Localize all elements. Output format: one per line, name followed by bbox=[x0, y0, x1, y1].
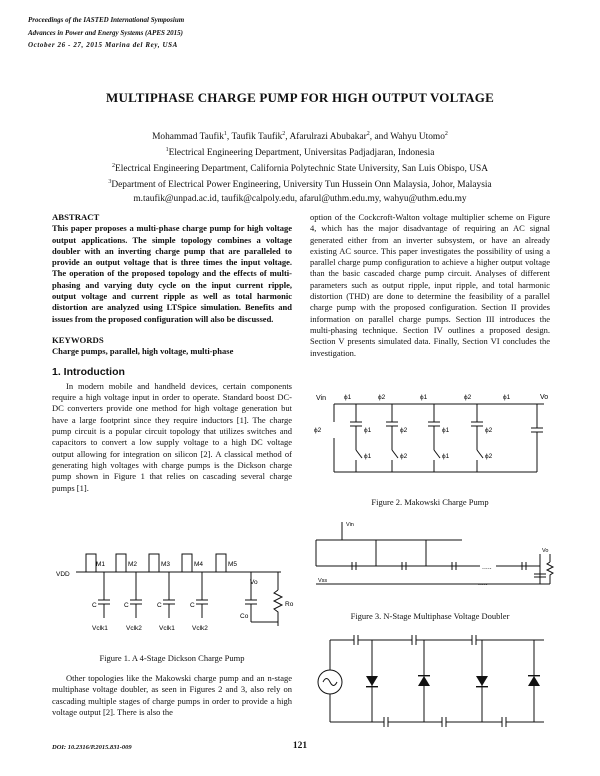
header-line-2: Advances in Power and Energy Systems (APES 2015) bbox=[28, 28, 183, 37]
right-column-paragraph: option of the Cockcroft-Walton voltage multiplier scheme on Figure 4, which has the major disadvantage of requiring an AC signal generated either from an inverter subsystem, or have an already existing AC source. This paper investigates the possibility of using a parallel charge pump configuration to achieve a higher output voltage than the basic cascaded charge pump circuit. Analyses of different parameters such as output ripple, input ripple, and total harmonic distortion (THD) are done to determine the feasibility of a parallel charge pump with the proposed configuration. Section II provides information on parallel charge pumps. Section III introduces the multi-phasing technique. Section IV outlines a proposed design. Section V presents simulated data. Finally, Section VI concludes the investigation. bbox=[310, 212, 550, 358]
fig3-label-vin: Vin bbox=[346, 522, 354, 528]
fig1-label-m3: M3 bbox=[161, 561, 171, 568]
fig1-label-m2: M2 bbox=[128, 561, 138, 568]
affiliation-2: $^2$Electrical Engineering Department, California Polytechnic State University, San Luis Obispo, USA bbox=[111, 163, 488, 175]
author-name: Wahyu Utomo bbox=[390, 132, 445, 143]
fig3-label-vo: Vo bbox=[542, 548, 549, 554]
author-names: Mohammad Taufik$^1$, Taufik Taufik$^2$, Afarulrazi Abubakar$^2$, and Wahyu Utomo$^2$ bbox=[152, 131, 448, 143]
fig1-label-c: C bbox=[190, 602, 195, 609]
fig1-label-c: C bbox=[124, 602, 129, 609]
fig2-label-phi2: ϕ2 bbox=[400, 427, 408, 434]
intro-heading: 1. Introduction bbox=[52, 365, 125, 378]
fig1-label-clk2: Vclk2 bbox=[126, 625, 142, 632]
header-line-1: Proceedings of the IASTED International Symposium bbox=[28, 16, 185, 24]
fig3-label-dots: ..... bbox=[478, 580, 488, 587]
figure-3-voltage-doubler-diagram bbox=[312, 518, 557, 598]
author-block bbox=[0, 128, 600, 206]
abstract-text: This paper proposes a multi-phase charge pump for high voltage output applications. The simple topology combines a voltage doubler with an inverting charge pump that are paralleled to provide an output voltage that is three times the input voltage. The operation of the proposed topology and the effects of multi-phasing and varying duty cycle on the input current ripple, output voltage and current ripple as well as total harmonic distortion are analyzed using LTSpice simulation. Benefits and issues from the proposed configuration will also be discussed. bbox=[52, 223, 292, 324]
fig2-label-phi1: ϕ1 bbox=[420, 394, 428, 401]
fig2-label-phi2: ϕ2 bbox=[400, 453, 408, 460]
fig2-label-phi1: ϕ1 bbox=[503, 394, 511, 401]
figure-2-caption: Figure 2. Makowski Charge Pump bbox=[371, 497, 489, 507]
fig2-label-phi2: ϕ2 bbox=[378, 394, 386, 401]
fig1-label-clk2: Vclk2 bbox=[192, 625, 208, 632]
fig1-label-m1: M1 bbox=[96, 561, 106, 568]
author-name: Mohammad Taufik bbox=[152, 132, 224, 143]
figure-1-caption: Figure 1. A 4-Stage Dickson Charge Pump bbox=[99, 653, 245, 663]
fig2-label-phi2: ϕ2 bbox=[464, 394, 472, 401]
fig1-label-vdd: VDD bbox=[56, 571, 70, 578]
fig2-label-vo: Vo bbox=[540, 394, 549, 401]
fig2-label-phi1: ϕ1 bbox=[442, 427, 450, 434]
left-column-top bbox=[52, 212, 292, 494]
fig1-label-c: C bbox=[92, 602, 97, 609]
diode-icon bbox=[476, 676, 488, 686]
affiliation-3: $^3$Department of Electrical Power Engineering, University Tun Hussein Onn Malaysia, Johor, Malaysia bbox=[108, 179, 492, 191]
fig2-label-phi1: ϕ1 bbox=[442, 453, 450, 460]
author-name: Afarulrazi Abubakar bbox=[289, 132, 367, 143]
fig1-label-c: C bbox=[157, 602, 162, 609]
affiliation-1: $^1$Electrical Engineering Department, Universitas Padjadjaran, Indonesia bbox=[165, 147, 435, 159]
figure-4-cockcroft-walton-diagram bbox=[312, 632, 557, 734]
author-name: Taufik Taufik bbox=[231, 132, 283, 143]
fig2-label-phi2: ϕ2 bbox=[485, 453, 493, 460]
fig2-label-phi1: ϕ1 bbox=[344, 394, 352, 401]
fig2-label-phi1: ϕ1 bbox=[364, 453, 372, 460]
fig1-label-vo: Vo bbox=[250, 579, 258, 586]
keywords-heading: KEYWORDS bbox=[52, 334, 104, 345]
fig2-label-phi2: ϕ2 bbox=[314, 427, 322, 434]
fig3-label-dots: ..... bbox=[482, 564, 492, 571]
doi-footer: DOI: 10.2316/P.2015.831-009 bbox=[52, 744, 132, 751]
fig2-label-phi2: ϕ2 bbox=[485, 427, 493, 434]
fig2-label-vin: Vin bbox=[316, 395, 326, 402]
figure-3-caption: Figure 3. N-Stage Multiphase Voltage Doubler bbox=[350, 611, 510, 621]
fig3-label-vss: Vss bbox=[318, 578, 328, 584]
diode-icon bbox=[418, 676, 430, 686]
page-number: 121 bbox=[292, 741, 308, 751]
intro-paragraph-2: Other topologies like the Makowski charge pump and an n-stage multiphase voltage doubler, as seen in Figures 2 and 3, also rely on cascading multiple stages of charge pumps in order to provide a high voltage output [2]. There is also the bbox=[52, 673, 292, 717]
diode-icon bbox=[366, 676, 378, 686]
proceedings-header bbox=[28, 14, 184, 52]
fig1-label-clk1: Vclk1 bbox=[92, 625, 108, 632]
intro-paragraph-1: In modern mobile and handheld devices, certain components require a high voltage input in order to operate. Standard boost DC-DC converters provide one method for high voltage generation but have a large footprint since they require inductors [1]. The charge pump circuit is a popular circuit topology that utilizes switches and capacitors to convert a low supply voltage to a high DC voltage output allowing for integration on silicon [2]. A classical method of generating high voltages with charge pumps is the Dickson charge pump shown in Figure 1 that relies on cascading several charge pumps [1]. bbox=[52, 380, 292, 493]
keywords-text: Charge pumps, parallel, high voltage, multi-phase bbox=[52, 346, 234, 357]
diode-icon bbox=[528, 676, 540, 686]
fig1-label-ro: Ro bbox=[285, 601, 294, 608]
right-column-top bbox=[310, 212, 550, 359]
fig2-label-phi1: ϕ1 bbox=[364, 427, 372, 434]
fig1-label-m4: M4 bbox=[194, 561, 204, 568]
abstract-heading: ABSTRACT bbox=[52, 212, 100, 222]
author-emails: m.taufik@unpad.ac.id, taufik@calpoly.edu, afarul@uthm.edu.my, wahyu@uthm.edu.my bbox=[133, 193, 467, 204]
left-column-bottom bbox=[52, 673, 292, 718]
fig1-label-co: Co bbox=[240, 613, 249, 620]
header-line-3: October 26 - 27, 2015 Marina del Rey, USA bbox=[28, 41, 178, 49]
paper-title: MULTIPHASE CHARGE PUMP FOR HIGH OUTPUT VOLTAGE bbox=[106, 90, 494, 105]
fig1-label-m5: M5 bbox=[228, 561, 238, 568]
fig1-label-clk1: Vclk1 bbox=[159, 625, 175, 632]
figure-1-dickson-diagram bbox=[56, 540, 296, 640]
figure-2-makowski-diagram bbox=[312, 388, 557, 483]
